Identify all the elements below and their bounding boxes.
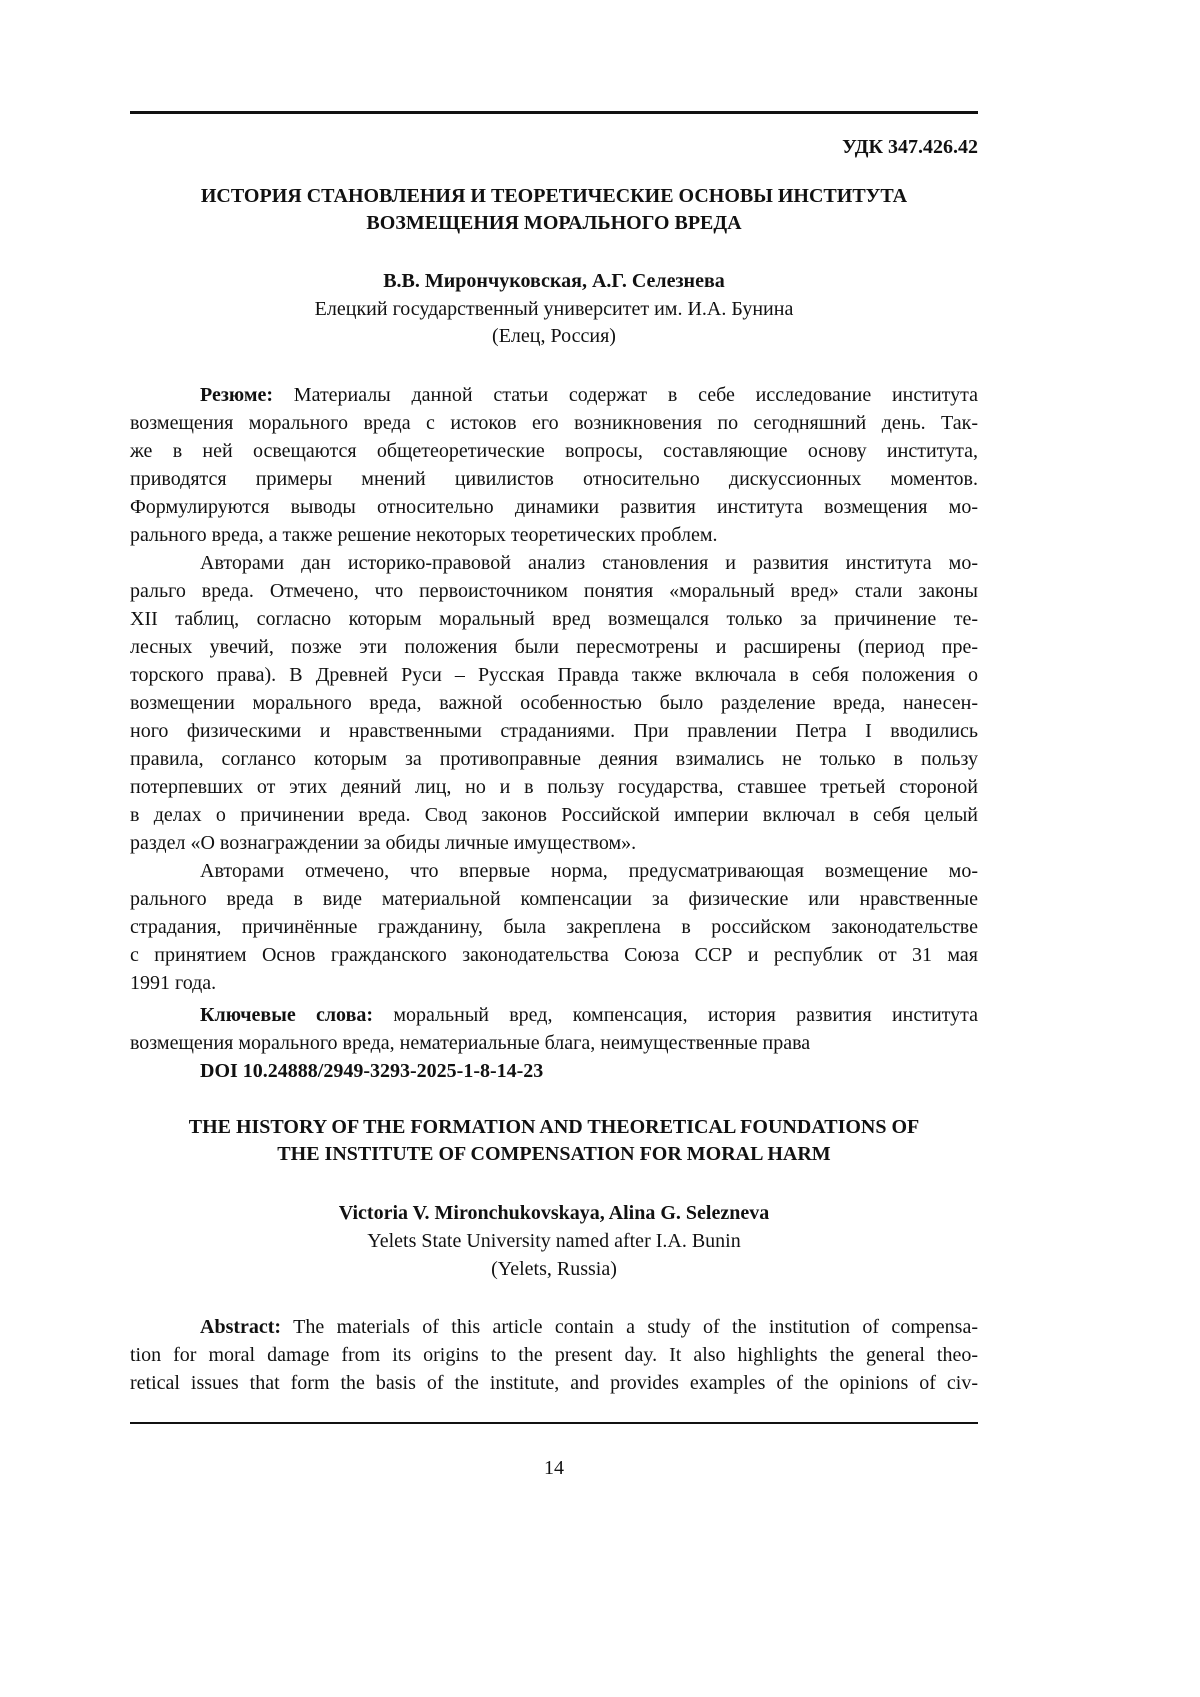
en-abstract bbox=[130, 1313, 978, 1397]
text-line bbox=[130, 717, 978, 745]
text-line bbox=[130, 829, 978, 857]
line-text: Материалы данной статьи содержат в себе исследование института bbox=[294, 384, 978, 406]
text-line bbox=[130, 549, 978, 577]
top-rule bbox=[130, 111, 978, 114]
ru-title-line: ВОЗМЕЩЕНИЯ МОРАЛЬНОГО ВРЕДА bbox=[130, 210, 978, 237]
line-text: приводятся примеры мнений цивилистов относительно дискуссионных моментов. bbox=[130, 468, 978, 490]
en-byline bbox=[130, 1199, 978, 1283]
text-line bbox=[130, 801, 978, 829]
line-text: же в ней освещаются общетеоретические вопросы, составляющие основу института, bbox=[130, 440, 978, 462]
line-text: рального вреда в виде материальной компенсации за физические или нравственные bbox=[130, 888, 978, 910]
en-title bbox=[130, 1114, 978, 1168]
line-text: XII таблиц, согласно которым моральный вред возмещался только за причинение те- bbox=[130, 608, 978, 630]
doi: DOI 10.24888/2949-3293-2025-1-8-14-23 bbox=[130, 1057, 978, 1085]
line-text: в делах о причинении вреда. Свод законов Российской империи включал в себя целый bbox=[130, 804, 978, 826]
page-number: 14 bbox=[130, 1454, 978, 1482]
en-affiliation: Yelets State University named after I.A. Bunin bbox=[130, 1227, 978, 1255]
line-text: The materials of this article contain a study of the institution of compensa- bbox=[293, 1316, 978, 1338]
text-line bbox=[130, 1341, 978, 1369]
line-text: с принятием Основ гражданского законодательства Союза ССР и республик от 31 мая bbox=[130, 944, 978, 966]
text-line bbox=[130, 1369, 978, 1397]
line-text: страдания, причинённые гражданину, была закреплена в российском законодательстве bbox=[130, 916, 978, 938]
text-line bbox=[130, 1313, 978, 1341]
text-line bbox=[130, 913, 978, 941]
en-authors: Victoria V. Mironchukovskaya, Alina G. Selezneva bbox=[130, 1199, 978, 1227]
text-line bbox=[130, 437, 978, 465]
text-line bbox=[130, 969, 978, 997]
line-text: retical issues that form the basis of the institute, and provides examples of the opinions of civ- bbox=[130, 1372, 978, 1394]
line-text: лесных увечий, позже эти положения были пересмотрены и расширены (период пре- bbox=[130, 636, 978, 658]
ru-title bbox=[130, 183, 978, 237]
line-text: торского права). В Древней Руси – Русская Правда также включала в себя положения о bbox=[130, 664, 978, 686]
line-text: Авторами дан историко-правовой анализ становления и развития института мо- bbox=[200, 552, 978, 574]
line-text: раздел «О вознаграждении за обиды личные имуществом». bbox=[130, 832, 636, 854]
en-city: (Yelets, Russia) bbox=[130, 1255, 978, 1283]
ru-authors: В.В. Мирончуковская, А.Г. Селезнева bbox=[130, 268, 978, 296]
text-line bbox=[130, 885, 978, 913]
line-text: возмещении морального вреда, важной особенностью было разделение вреда, нанесен- bbox=[130, 692, 978, 714]
line-text: ного физическими и нравственными страданиями. При правлении Петра I вводились bbox=[130, 720, 978, 742]
ru-byline bbox=[130, 268, 978, 351]
text-line bbox=[130, 941, 978, 969]
ru-title-line: ИСТОРИЯ СТАНОВЛЕНИЯ И ТЕОРЕТИЧЕСКИЕ ОСНОВЫ ИНСТИТУТА bbox=[130, 183, 978, 210]
paragraph-label: Ключевые слова: bbox=[200, 1004, 373, 1026]
text-line bbox=[130, 633, 978, 661]
line-text: правила, согланcо которым за противоправные деяния взимались не только в пользу bbox=[130, 748, 978, 770]
line-text: 1991 года. bbox=[130, 972, 216, 994]
line-text: возмещения морального вреда с истоков его возникновения по сегодняшний день. Так- bbox=[130, 412, 978, 434]
en-title-line: THE HISTORY OF THE FORMATION AND THEORETICAL FOUNDATIONS OF bbox=[130, 1114, 978, 1141]
text-line bbox=[130, 521, 978, 549]
line-text: рального вреда, а также решение некоторых теоретических проблем. bbox=[130, 524, 718, 546]
line-text: возмещения морального вреда, нематериальные блага, неимущественные права bbox=[130, 1032, 810, 1054]
en-title-line: THE INSTITUTE OF COMPENSATION FOR MORAL HARM bbox=[130, 1141, 978, 1168]
ru-city: (Елец, Россия) bbox=[130, 323, 978, 351]
text-line bbox=[130, 465, 978, 493]
paragraph-label: Резюме: bbox=[200, 384, 273, 406]
text-line bbox=[130, 409, 978, 437]
bottom-rule bbox=[130, 1422, 978, 1424]
text-line bbox=[130, 577, 978, 605]
text-line bbox=[130, 493, 978, 521]
line-text: потерпевших от этих деяний лиц, но и в пользу государства, ставшее третьей стороной bbox=[130, 776, 978, 798]
line-text: моральный вред, компенсация, история развития института bbox=[393, 1004, 978, 1026]
text-line bbox=[130, 745, 978, 773]
text-line bbox=[130, 773, 978, 801]
ru-affiliation: Елецкий государственный университет им. И.А. Бунина bbox=[130, 296, 978, 324]
line-text: Авторами отмечено, что впервые норма, предусматривающая возмещение мо- bbox=[200, 860, 978, 882]
line-text: ральго вреда. Отмечено, что первоисточником понятия «моральный вред» стали законы bbox=[130, 580, 978, 602]
keywords bbox=[130, 1001, 978, 1085]
text-line bbox=[130, 381, 978, 409]
text-line bbox=[130, 689, 978, 717]
text-line bbox=[130, 1001, 978, 1029]
text-line bbox=[130, 1029, 978, 1057]
line-text: tion for moral damage from its origins to the present day. It also highlights the general theo- bbox=[130, 1344, 978, 1366]
udk-code: УДК 347.426.42 bbox=[130, 133, 978, 161]
paragraph-label: Abstract: bbox=[200, 1316, 281, 1338]
text-line bbox=[130, 857, 978, 885]
text-line bbox=[130, 605, 978, 633]
ru-abstract bbox=[130, 381, 978, 1085]
line-text: Формулируются выводы относительно динамики развития института возмещения мо- bbox=[130, 496, 978, 518]
text-line bbox=[130, 661, 978, 689]
